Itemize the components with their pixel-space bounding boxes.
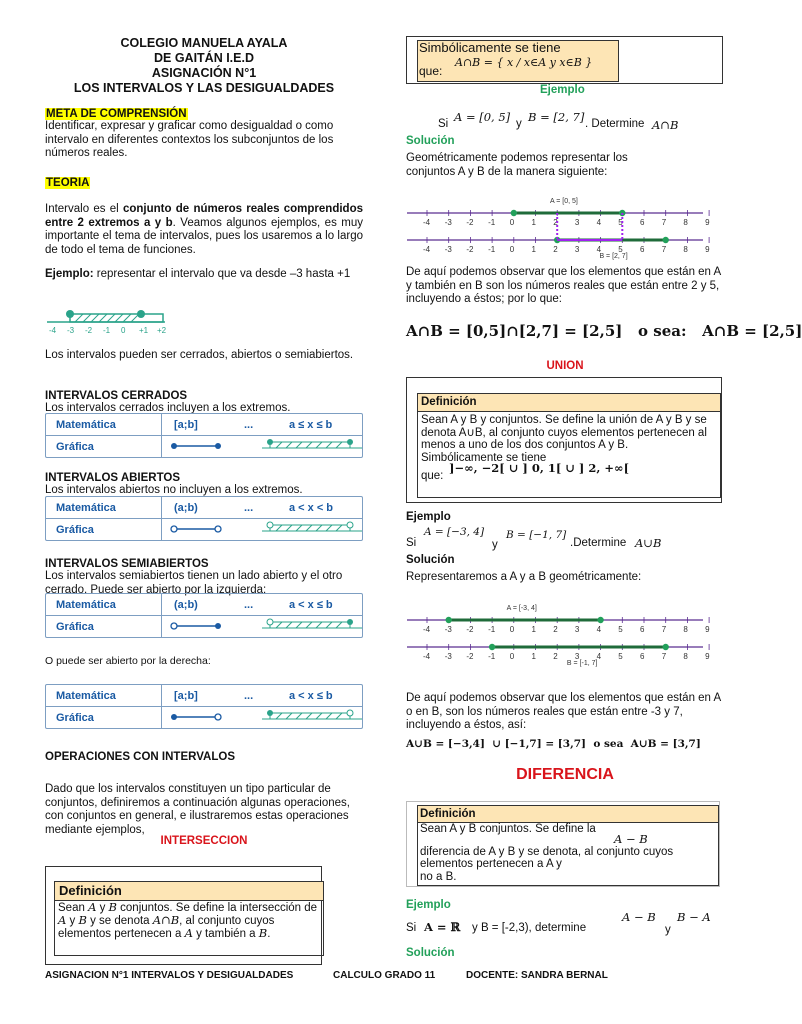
solucion3-heading: Solución	[406, 947, 455, 959]
diferencia-def-line1: Sean A y B conjuntos. Se define la	[420, 823, 596, 835]
tick-label: 2	[553, 245, 558, 254]
table-abiertos	[45, 496, 363, 541]
table-cell-matematica: Matemática	[46, 497, 162, 518]
tick-label: 1	[531, 652, 536, 661]
assignment-title: LOS INTERVALOS Y LAS DESIGUALDADES	[73, 81, 335, 95]
table-cell-graphics	[162, 707, 362, 728]
tick-label: -3	[444, 625, 452, 634]
diferencia-def-line2	[420, 846, 716, 871]
meta-heading: META DE COMPRENSIÓN	[46, 108, 187, 120]
tick-label: 4	[596, 218, 602, 227]
def-text-B: B	[78, 913, 87, 927]
teoria-heading-wrap	[45, 177, 363, 189]
tick-label: 0	[509, 245, 515, 254]
table-cell-dots: ...	[244, 501, 254, 514]
semi-right-text: O puede ser abierto por la derecha:	[45, 655, 211, 667]
tick-label: 8	[683, 245, 688, 254]
tick-label: -4	[423, 218, 431, 227]
tick-label: 5	[618, 218, 623, 227]
footer-teacher: DOCENTE: SANDRA BERNAL	[466, 970, 608, 981]
interval-endpoint	[446, 617, 452, 623]
interval-endpoint	[597, 617, 603, 623]
ej2-set-B: B = [−1, 7]	[506, 529, 567, 541]
ejemplo1-heading: Ejemplo	[540, 84, 585, 96]
tick-label: 7	[661, 652, 667, 661]
interval-endpoint	[489, 644, 495, 650]
table-semi-left	[45, 593, 363, 638]
tick-label: -1	[488, 625, 496, 634]
diferencia-def-part: diferencia de A y B y se denota	[420, 845, 578, 858]
table-cell-interval: (a;b)	[174, 598, 198, 611]
tick-label: 1	[531, 218, 536, 227]
tick-label: 9	[705, 218, 710, 227]
table-cell-graphics	[162, 436, 362, 457]
closed-interval-graphics	[162, 436, 362, 457]
union-que: que:	[421, 470, 444, 482]
tick-label: 7	[661, 625, 667, 634]
teoria-heading: TEORIA	[46, 177, 90, 189]
tick-label: 4	[596, 245, 602, 254]
def-text-part: y	[66, 915, 79, 927]
tick-label: 8	[683, 218, 688, 227]
tick-label: 9	[705, 652, 710, 661]
tick-label: 3	[574, 625, 580, 634]
interseccion-heading: INTERSECCION	[160, 835, 248, 847]
table-cell-inequality: a < x < b	[289, 501, 334, 514]
set-B-label: B = [-1, 7]	[566, 660, 598, 667]
tick-label: -3	[444, 652, 452, 661]
tick-label: 9	[705, 245, 710, 254]
def-text-B: B	[108, 900, 117, 914]
def-text-A: A	[58, 913, 67, 927]
table-cell-dots: ...	[244, 598, 254, 611]
ejemplo3-heading: Ejemplo	[406, 899, 451, 911]
table-row	[46, 707, 362, 728]
tick-label: 5	[618, 652, 623, 661]
table-cell-inequality: a ≤ x ≤ b	[289, 418, 333, 431]
ej1-y: y	[516, 118, 522, 130]
interval-endpoint	[511, 210, 517, 216]
union-def-title: Definición	[417, 393, 721, 412]
meta-section	[45, 108, 363, 161]
ej2-si: Si	[406, 537, 417, 549]
diferencia-heading: DIFERENCIA	[516, 766, 614, 783]
tick-label: -3	[444, 245, 452, 254]
tick-label: -1	[103, 326, 111, 335]
solucion1-heading: Solución	[406, 135, 455, 147]
ejemplo-label: Ejemplo:	[45, 268, 94, 280]
tick-label: -2	[466, 245, 474, 254]
tick-label: 0	[509, 218, 515, 227]
table-cell-inequality: a < x ≤ b	[289, 689, 333, 702]
table-cell-matematica: Matemática	[46, 685, 162, 706]
def-text-A: A	[88, 900, 97, 914]
ej2-number-lines	[403, 600, 723, 670]
tick-label: 7	[661, 245, 667, 254]
table-row	[46, 594, 362, 616]
union-heading: UNION	[546, 360, 584, 372]
simbolicamente-box	[406, 36, 723, 84]
simbolicamente-que: que:	[419, 64, 443, 78]
def-text-part: y también a	[192, 928, 259, 940]
tick-label: 9	[705, 625, 710, 634]
ejemplo-text: representar el intervalo que va desde –3 hasta +1	[93, 268, 351, 280]
ej1-si: Si	[438, 118, 449, 130]
tick-label: 4	[596, 652, 602, 661]
ejemplo2-heading: Ejemplo	[406, 511, 451, 523]
tick-label: -3	[444, 218, 452, 227]
ej3-set-A: A = ℝ	[424, 920, 461, 934]
solucion2-heading: Solución	[406, 554, 455, 566]
cerrados-heading: INTERVALOS CERRADOS	[45, 390, 188, 402]
table-cell-matematica: Matemática	[46, 414, 162, 435]
interseccion-def-title: Definición	[54, 881, 324, 901]
ej2-geometric-text: Representaremos a A y a B geométricamente:	[406, 571, 642, 583]
tick-label: -4	[423, 245, 431, 254]
tick-label: 1	[531, 245, 536, 254]
tick-label: 0	[509, 652, 515, 661]
diferencia-def-title: Definición	[417, 805, 719, 823]
union-formula-line	[421, 461, 717, 482]
ej1-set-A: A = [0, 5]	[454, 110, 511, 124]
ej1-determine: . Determine	[585, 118, 645, 130]
def-text-symbol: A∩B	[152, 913, 180, 927]
tick-label: 7	[661, 218, 667, 227]
table-row	[46, 497, 362, 519]
union-def-content	[417, 410, 721, 498]
tick-label: 2	[553, 625, 558, 634]
tick-label: -1	[488, 245, 496, 254]
table-row	[46, 616, 362, 637]
interval-endpoint	[663, 644, 669, 650]
ej2-conclusion: De aquí podemos observar que los elementos que están en A o en B, son los números reales que están entre -3 y 7, incluyendo a éstos, así:	[406, 692, 721, 731]
tick-label: +2	[157, 326, 167, 335]
diferencia-def-content	[417, 821, 719, 886]
tick-label: -1	[488, 218, 496, 227]
teoria-text	[45, 203, 363, 257]
table-cell-interval: (a;b)	[174, 501, 198, 514]
table-cell-interval: [a;b]	[174, 689, 198, 702]
semi-left-graphics	[162, 616, 362, 637]
footer-assignment: ASIGNACION N°1 INTERVALOS Y DESIGUALDADES	[45, 970, 294, 981]
teoria-text-bold: conjunto de números reales comprendidos entre 2 extremos a y b	[45, 203, 363, 229]
def-text-B: B	[258, 926, 268, 940]
diferencia-definition-box	[406, 801, 720, 887]
open-interval-graphics	[162, 519, 362, 540]
footer-course: CALCULO GRADO 11	[333, 970, 436, 981]
tick-label: 2	[553, 652, 558, 661]
ej3-y: y	[665, 924, 671, 936]
tick-label: -2	[466, 625, 474, 634]
tick-label: 0	[509, 625, 515, 634]
table-cell-dots: ...	[244, 418, 254, 431]
intersection-formula: A∩B = { x / x∈A y x∈B }	[455, 56, 593, 69]
ej2-y: y	[492, 539, 498, 551]
tick-label: -4	[49, 326, 57, 335]
def-text-part: , al conjunto cuyos elementos pertenecen a	[58, 915, 275, 940]
school-name: COLEGIO MANUELA AYALA	[120, 36, 288, 50]
tick-label: 8	[683, 652, 688, 661]
abiertos-text: Los intervalos abiertos no incluyen a los extremos.	[45, 484, 303, 496]
ej1-geometric-text: Geométricamente podemos representar los conjuntos A y B de la manera siguiente:	[406, 152, 628, 178]
teoria-text-post: . Veamos algunos ejemplos, es muy importante el tema de intervalos, pues los usaremos a lo largo de todo el tema de funciones.	[45, 216, 363, 256]
table-cell-grafica: Gráfica	[46, 616, 162, 637]
cerrados-text: Los intervalos cerrados incluyen a los extremos.	[45, 402, 291, 414]
set-B-label: B = [2, 7]	[599, 253, 628, 260]
tick-label: 6	[640, 218, 645, 227]
tick-label: +1	[139, 326, 149, 335]
example-number-line	[45, 306, 170, 336]
diferencia-def-line4: no a B.	[420, 870, 457, 883]
tick-label: -2	[85, 326, 93, 335]
semiabiertos-heading: INTERVALOS SEMIABIERTOS	[45, 558, 209, 570]
meta-text: Identificar, expresar y graficar como desigualdad o como intervalo en diferentes contextos los subconjuntos de los números reales.	[45, 120, 334, 159]
table-cell-matematica: Matemática	[46, 594, 162, 615]
tick-label: -3	[67, 326, 75, 335]
ej3-A-minus-B: A − B	[622, 910, 656, 924]
table-row	[46, 436, 362, 457]
tick-label: 0	[121, 326, 126, 335]
simbolicamente-label: Simbólicamente se tiene	[419, 40, 561, 55]
table-semi-right	[45, 684, 363, 729]
table-cell-grafica: Gráfica	[46, 707, 162, 728]
diferencia-def-symbol: A − B	[614, 832, 648, 846]
tick-label: -2	[466, 652, 474, 661]
set-A-label: A = [0, 5]	[550, 198, 578, 205]
intervalos-types-text: Los intervalos pueden ser cerrados, abiertos o semiabiertos.	[45, 349, 354, 361]
def-text-part: conjuntos. Se define la intersección de	[116, 902, 318, 914]
tick-label: 1	[531, 625, 536, 634]
semiabiertos-text: Los intervalos semiabiertos tienen un lado abierto y el otro cerrado. Puede ser abierto por la izquierda:	[45, 570, 343, 596]
tick-label: 4	[596, 625, 602, 634]
tick-label: 6	[640, 625, 645, 634]
table-cell-graphics	[162, 519, 362, 540]
table-row	[46, 685, 362, 707]
ej1-number-lines	[403, 193, 708, 261]
assignment-number: ASIGNACIÓN N°1	[151, 66, 257, 80]
table-cell-interval: [a;b]	[174, 418, 198, 431]
tick-label: 5	[618, 625, 623, 634]
tick-label: 5	[618, 245, 623, 254]
def-text-part: y se denota	[86, 915, 153, 927]
table-cell-graphics	[162, 616, 362, 637]
ej1-result: A∩B = [0,5]∩[2,7] = [2,5] o sea: A∩B = [2,5]	[406, 322, 802, 340]
table-cerrados	[45, 413, 363, 458]
def-text-A: A	[184, 926, 193, 940]
ej2-determine: .Determine	[570, 537, 627, 549]
ej2-target: A∪B	[635, 536, 662, 550]
tick-label: -4	[423, 625, 431, 634]
ej3-text: y B = [-2,3), determine	[472, 922, 587, 934]
tick-label: 2	[553, 218, 558, 227]
ejemplo2-statement	[406, 526, 724, 550]
union-formula: ]−∞, −2[ ∪ ] 0, 1[ ∪ ] 2, +∞[	[449, 461, 630, 475]
ej1-target: A∩B	[652, 118, 679, 132]
table-cell-grafica: Gráfica	[46, 436, 162, 457]
union-def-text: Sean A y B y conjuntos. Se define la unión de A y B y se denota A∪B, al conjunto cuyos elementos pertenecen al menos a uno de los dos conjuntos A y B.	[421, 414, 707, 451]
interval-endpoint	[663, 237, 669, 243]
ej3-si: Si	[406, 922, 417, 934]
tick-label: 3	[574, 652, 580, 661]
def-text-part: .	[267, 928, 271, 940]
tick-label: 6	[640, 652, 645, 661]
def-text-part: y	[96, 902, 109, 914]
tick-label: 8	[683, 625, 688, 634]
table-row	[46, 519, 362, 540]
table-cell-dots: ...	[244, 689, 254, 702]
school-subtitle: DE GAITÁN I.E.D	[153, 51, 254, 65]
ej2-result: A∪B = [−3,4] ∪ [−1,7] = [3,7] o sea A∪B = [3,7]	[406, 738, 701, 750]
teoria-text-pre: Intervalo es el	[45, 203, 123, 215]
tick-label: 6	[640, 245, 645, 254]
abiertos-heading: INTERVALOS ABIERTOS	[45, 472, 181, 484]
tick-label: -2	[466, 218, 474, 227]
semi-right-graphics	[162, 707, 362, 728]
tick-label: 3	[574, 245, 580, 254]
interseccion-definition-box	[45, 866, 322, 965]
tick-label: 3	[574, 218, 580, 227]
ej2-set-A: A = [−3, 4]	[424, 526, 485, 538]
operaciones-text: Dado que los intervalos constituyen un tipo particular de conjuntos, definiremos a continuación algunas operaciones, con conjuntos en general, e ilustraremos estas operaciones mediante ejemplos,	[45, 783, 350, 836]
def-text-part: Sean	[58, 902, 89, 914]
union-definition-box	[406, 377, 722, 503]
ej1-conclusion: De aquí podemos observar que los elementos que están en A y también en B son los números reales que están entre 2 y 5, incluyendo a éstos; por lo que:	[406, 266, 721, 305]
interseccion-def-text	[54, 899, 324, 956]
table-cell-grafica: Gráfica	[46, 519, 162, 540]
union-simbolicamente: Simbólicamente se tiene	[421, 451, 547, 464]
operaciones-heading: OPERACIONES CON INTERVALOS	[45, 751, 235, 763]
set-A-label: A = [-3, 4]	[506, 605, 537, 612]
table-row	[46, 414, 362, 436]
ej3-B-minus-A: B − A	[677, 910, 711, 924]
ejemplo-intro	[45, 268, 363, 282]
ej1-set-B: B = [2, 7]	[528, 110, 585, 124]
tick-label: -4	[423, 652, 431, 661]
tick-label: -1	[488, 652, 496, 661]
left-column	[45, 36, 363, 96]
diferencia-def-part: , al conjunto cuyos elementos pertenecen a A y	[420, 845, 674, 870]
table-cell-inequality: a < x ≤ b	[289, 598, 333, 611]
ejemplo3-statement	[406, 910, 724, 938]
